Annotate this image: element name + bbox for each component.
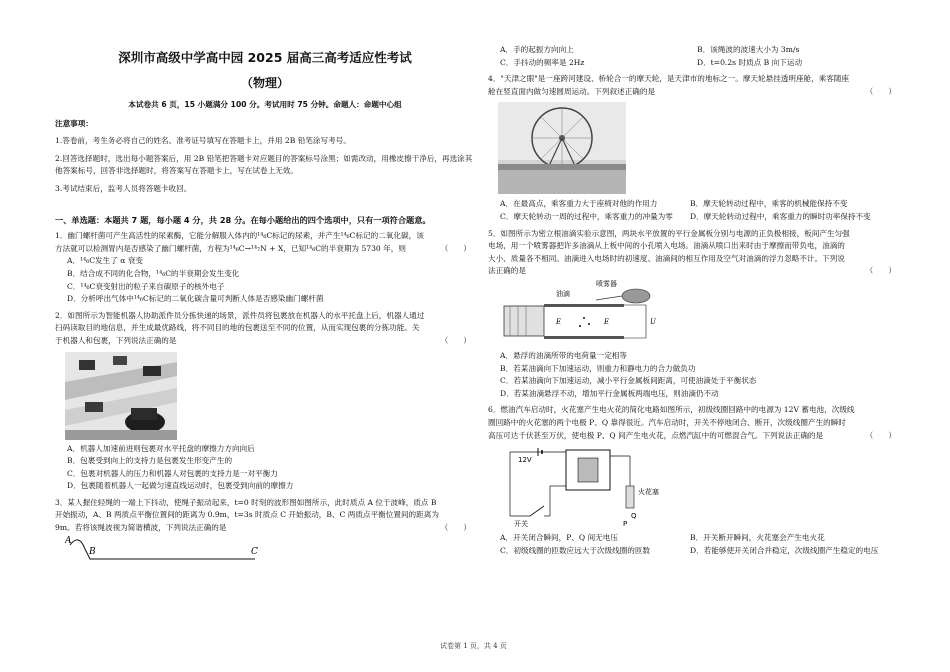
point-c-label: C bbox=[251, 546, 258, 557]
question-6-stem: 圈回路中的火花塞的两个电极 P、Q 靠得很近。汽车启动时，开关不停地闭合、断开，次级线圈产生的瞬时 bbox=[488, 417, 846, 427]
question-3-stem: 开始振动，A、B 两质点平衡位置间的距离为 0.9m，t=3s 时质点 C 开始振动，B、C 两质点平衡位置间的距离为 bbox=[55, 510, 439, 520]
note-item: 2.回答选择题时，选出每小题答案后，用 2B 铅笔把答题卡对应题目的答案标号涂黑；如需改动，用橡皮擦干净后，再选涂其他答案标号，回答非选择题时，将答案写在答题卡上，写在试卷上无效。 bbox=[55, 153, 473, 176]
question-3 bbox=[55, 497, 475, 565]
question-2-stem: 2．如图所示为智能机器人协助派件员分拣快递的场景，派件员将包裹放在机器人的水平托盘上后，机器人通过 bbox=[55, 310, 425, 320]
wave-graphic bbox=[65, 535, 265, 565]
option-d: D．t=0.2s 时质点 B 向下运动 bbox=[697, 57, 803, 67]
note-item: 1.答卷前，考生务必将自己的姓名、准考证号填写在答题卡上，并用 2B 铅笔涂写考号。 bbox=[55, 136, 351, 146]
answer-paren: （ ） bbox=[440, 335, 471, 345]
option-a: A．机器人加速前进则包裹对水平托盘的摩擦力方向向后 bbox=[67, 443, 255, 453]
question-5-stem: 法正确的是 bbox=[488, 266, 526, 276]
question-5-stem: 大小、质量各不相同。油滴进入电场时的初速度、油滴间的相互作用及空气对油滴的浮力忽略不计。下列说 bbox=[488, 253, 845, 263]
exam-subject: （物理） bbox=[240, 76, 289, 90]
option-c: C．手抖动的频率是 2Hz bbox=[500, 57, 585, 67]
question-4 bbox=[488, 73, 900, 223]
option-a: A．在最高点，乘客重力大于座椅对他的作用力 bbox=[500, 199, 658, 209]
option-d: D．若能够使开关闭合并稳定，次级线圈产生稳定的电压 bbox=[690, 545, 879, 555]
question-2-stem: 扫码读取目的地信息，并生成最优路线，将不同目的地的包裹送至不同的位置，从而实现包裹的分拣功能。关 bbox=[55, 323, 420, 333]
question-6 bbox=[488, 404, 900, 557]
electrode-p-label: P bbox=[623, 520, 628, 529]
robot-photo-graphic bbox=[65, 352, 177, 440]
question-2-stem: 于机器人和包裹，下列说法正确的是 bbox=[55, 335, 177, 345]
question-1 bbox=[55, 230, 475, 306]
question-3-stem: 9m。若将该绳波视为简谐横波，下列说法正确的是 bbox=[55, 523, 227, 533]
option-b: B．包裹受到向上的支持力是包裹发生形变产生的 bbox=[67, 456, 233, 466]
question-5-stem: 5．如图所示为密立根油滴实验示意图，两块水平放置的平行金属板分别与电源的正负极相接，板间产生匀强 bbox=[488, 228, 850, 238]
option-d: D．包裹随着机器人一起做匀速直线运动时，包裹受到向前的摩擦力 bbox=[67, 481, 294, 491]
question-1-stem: 1．幽门螺杆菌可产生高活性的尿素酶，它能分解服入体内的¹⁴₆C标记的尿素，并产生¹⁴₆C标记的二氧化碳，该 bbox=[55, 231, 424, 241]
question-6-stem: 高压可达千伏甚至万伏，使电极 P、Q 间产生电火花，点燃汽缸中的可燃混合气。下列说法正确的是 bbox=[488, 430, 824, 440]
question-6-stem: 6．燃油汽车启动时，火花塞产生电火花的简化电路如图所示，初级线圈回路中的电源为 12V 蓄电池，次级线 bbox=[488, 405, 855, 415]
option-d: D．摩天轮转动过程中，乘客重力的瞬时功率保持不变 bbox=[690, 211, 871, 221]
oil-drop-label: 油滴 bbox=[556, 289, 570, 298]
point-b-label: B bbox=[89, 546, 96, 557]
ferris-wheel-photo bbox=[498, 102, 626, 194]
switch-label: 开关 bbox=[514, 520, 528, 529]
answer-paren: （ ） bbox=[865, 430, 896, 440]
option-b: B．结合成不同的化合物，¹⁴₆C的半衰期会发生变化 bbox=[67, 268, 240, 278]
ignition-circuit-graphic bbox=[500, 446, 660, 528]
millikan-figure bbox=[496, 278, 676, 350]
option-c: C．摩天轮转动一周的过程中，乘客重力的冲量为零 bbox=[500, 211, 673, 221]
option-a: A．¹⁴₆C发生了 α 衰变 bbox=[67, 256, 143, 266]
question-1-stem: 方法就可以检测胃内是否感染了幽门螺杆菌，方程为¹⁴₆C→¹⁴₇N + X，已知¹⁴₆C的半衰期为 5730 年，则 bbox=[55, 243, 406, 253]
option-c: C．若某油滴向下加速运动，减小平行金属板间距离，可使油滴处于平衡状态 bbox=[500, 376, 757, 386]
option-b: B．开关断开瞬间，火花塞会产生电火花 bbox=[690, 533, 825, 543]
millikan-graphic bbox=[496, 278, 676, 350]
wave-figure bbox=[65, 535, 265, 565]
left-column bbox=[55, 0, 475, 565]
battery-label: 12V bbox=[518, 456, 532, 465]
voltage-u-label: U bbox=[650, 317, 656, 326]
answer-paren: （ ） bbox=[440, 243, 471, 253]
field-e-label: E bbox=[604, 317, 610, 326]
answer-paren: （ ） bbox=[865, 266, 896, 276]
question-5-stem: 电场，用一个喷雾器把许多油滴从上板中间的小孔喷入电场。油滴从喷口出来时由于摩擦而带负电，油滴的 bbox=[488, 241, 845, 251]
sprayer-label: 喷雾器 bbox=[596, 279, 617, 288]
ferris-wheel-graphic bbox=[498, 102, 626, 194]
option-c: C．初级线圈的匝数应远大于次级线圈的匝数 bbox=[500, 545, 651, 555]
question-4-stem: 4．"天津之眼"是一座跨河建设、桥轮合一的摩天轮，是天津市的地标之一。摩天轮悬挂透明座舱，乘客随座 bbox=[488, 74, 850, 84]
question-5 bbox=[488, 228, 900, 401]
option-a: A．悬浮的油滴所带的电荷量一定相等 bbox=[500, 350, 627, 360]
question-2 bbox=[55, 310, 475, 493]
option-b: B．若某油滴向下加速运动，则重力和静电力的合力做负功 bbox=[500, 363, 696, 373]
exam-info: 本试卷共 6 页，15 小题满分 100 分。考试用时 75 分钟。命题人：命题中心组 bbox=[128, 100, 402, 109]
option-b: B．摩天轮转动过程中，乘客的机械能保持不变 bbox=[690, 199, 848, 209]
option-a: A．手的起振方向向上 bbox=[500, 45, 574, 54]
right-column bbox=[488, 0, 900, 557]
option-d: D．若某油滴悬浮不动，增加平行金属板两端电压，则油滴仍不动 bbox=[500, 388, 719, 398]
option-c: C．包裹对机器人的压力和机器人对包裹的支持力是一对平衡力 bbox=[67, 468, 278, 478]
notes-heading: 注意事项： bbox=[55, 118, 93, 128]
question-4-stem: 舱在竖直面内做匀速圆周运动。下列叙述正确的是 bbox=[488, 86, 656, 96]
section-heading-single-choice: 一、单选题：本题共 7 题，每小题 4 分，共 28 分。在每小题给出的四个选项中，只有一项符合题意。 bbox=[55, 214, 431, 225]
point-a-label: A bbox=[65, 535, 72, 546]
spark-plug-label: 火花塞 bbox=[638, 488, 659, 497]
option-d: D．分析呼出气体中¹⁴₆C标记的二氧化碳含量可判断人体是否感染幽门螺杆菌 bbox=[67, 294, 324, 304]
page-footer: 试卷第 1 页，共 4 页 bbox=[440, 642, 507, 650]
ignition-circuit-figure bbox=[500, 446, 660, 528]
exam-title: 深圳市高级中学高中园 2025 届高三高考适应性考试 bbox=[118, 50, 412, 65]
field-e-label: E bbox=[556, 317, 562, 326]
answer-paren: （ ） bbox=[440, 523, 471, 533]
question-3-stem: 3．某人握住轻绳的一端上下抖动，使绳子振动起来，t=0 时刻的波形图如图所示，此时质点 A 位于波峰，质点 B bbox=[55, 497, 437, 507]
electrode-q-label: Q bbox=[631, 512, 637, 521]
note-item: 3.考试结束后，监考人员将答题卡收回。 bbox=[55, 183, 192, 193]
robot-sorting-photo bbox=[65, 352, 177, 440]
answer-paren: （ ） bbox=[865, 86, 896, 96]
option-a: A．开关闭合瞬间，P、Q 间无电压 bbox=[500, 533, 618, 543]
option-c: C．¹⁴₆C衰变射出的粒子来自碳原子的核外电子 bbox=[67, 281, 225, 291]
option-b: B．该绳波的波速大小为 3m/s bbox=[697, 45, 800, 54]
